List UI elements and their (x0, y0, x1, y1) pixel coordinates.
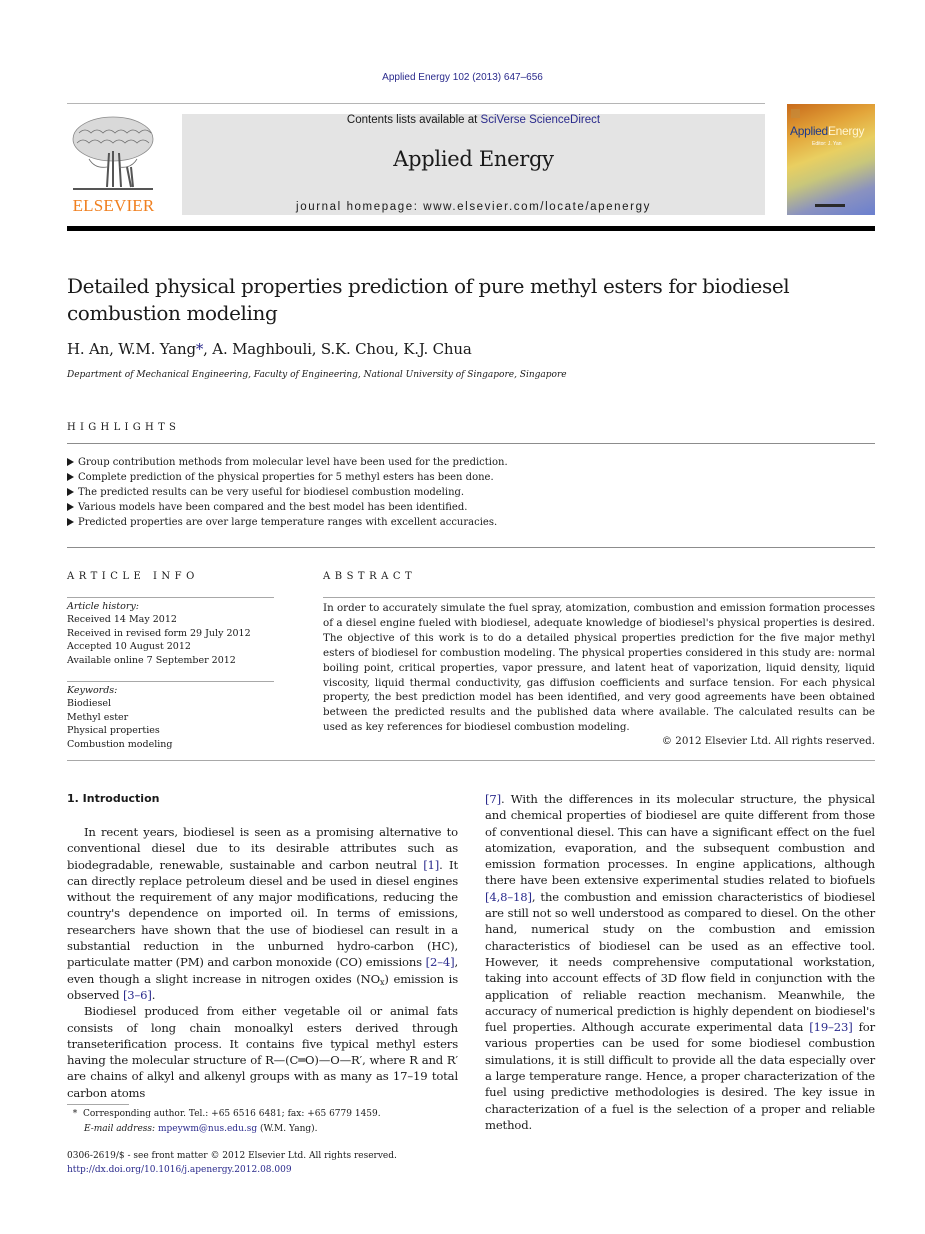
highlight-item (67, 515, 508, 530)
journal-homepage-link[interactable]: journal homepage: www.elsevier.com/locate/apenergy (296, 201, 651, 213)
highlights-divider-bottom (67, 547, 875, 548)
keyword: Biodiesel (67, 698, 112, 710)
highlight-text: Predicted properties are over large temperature ranges with excellent accuracies. (78, 517, 498, 528)
bullet-triangle-icon (67, 458, 74, 466)
article-info-heading: ARTICLE INFO (67, 571, 199, 582)
text-run: In recent years, biodiesel is seen as a promising alternative to conventional diesel due to its desirable attributes such as biodegradable, renewable, sustainable and carbon neutral (67, 825, 458, 872)
front-matter (67, 1150, 397, 1177)
citation-link[interactable]: [1] (423, 857, 440, 872)
abstract-divider (323, 597, 875, 598)
text-run: , even though a slight increase in nitrogen oxides (NO (67, 955, 458, 986)
subscript: x (380, 977, 385, 987)
citation-link[interactable]: [3–6] (122, 987, 152, 1002)
highlights-divider-top (67, 443, 875, 444)
text-run: , the combustion and emission characteristics of biodiesel are still not so well understood as compared to diesel. On the other hand, numerical study on the combustion and emission characteristics of biodiesel can be used as an effective tool. However, it needs comprehensive computational workstation, taking into account effects of 3D flow field in conjunction with the application of reliable reaction mechanism. Meanwhile, the accuracy of numerical prediction is highly dependent on biodiesel's fuel properties. Although accurate experimental data (485, 889, 875, 1035)
section-heading-introduction: 1. Introduction (67, 792, 160, 805)
cover-publisher-bar (815, 204, 845, 207)
abstract-copyright: © 2012 Elsevier Ltd. All rights reserved. (661, 735, 875, 747)
highlights-list (67, 455, 508, 530)
header-thick-divider (67, 226, 875, 231)
body-column-left (67, 824, 458, 1101)
paper-title: Detailed physical properties prediction of pure methyl esters for biodiesel combustion modeling (67, 274, 790, 325)
history-revised: Received in revised form 29 July 2012 (67, 627, 251, 639)
highlight-item (67, 500, 508, 515)
text-run: for various properties can be used for some biodiesel combustion simulations, it is still difficult to provide all the data especially over a large temperature range. Hence, a proper characterization of the fuel using predictive methodologies is desired. The key issue in characterization of a fuel is the selection of a proper and reliable method. (485, 1020, 875, 1132)
cover-title-part2: Energy (827, 124, 865, 138)
keywords (67, 684, 173, 751)
highlight-item (67, 470, 508, 485)
abstract-text: In order to accurately simulate the fuel spray, atomization, combustion and emission formation processes of a diesel engine fueled with biodiesel, adequate knowledge of biodiesel's physical properties is desired. The objective of this work is to do a detailed physical properties prediction for the five major methyl esters of biodiesel for combustion modeling. The physical properties considered in this study are: normal boiling point, critical properties, vapor pressure, and latent heat of vaporization, liquid density, liquid viscosity, liquid thermal conductivity, gas diffusion coefficients and surface tension. For each physical property, the best prediction model has been identified, and very good agreements have been obtained between the predicted results and the published data where available. The calculated results can be used as key references for biodiesel combustion modeling. (323, 602, 875, 734)
article-history (67, 600, 251, 667)
intro-paragraph-2-start (67, 1003, 458, 1101)
corresponding-text: Corresponding author. Tel.: +65 6516 6481; fax: +65 6779 1459. (82, 1109, 381, 1119)
keyword: Physical properties (67, 725, 160, 737)
corresponding-author-link[interactable]: * (195, 340, 204, 358)
email-link[interactable]: mpeywm@nus.edu.sg (157, 1123, 258, 1134)
keywords-divider (67, 681, 274, 682)
authors-first: H. An, W.M. Yang (67, 340, 196, 358)
header-divider (67, 103, 765, 104)
front-matter-divider (67, 760, 875, 761)
bullet-triangle-icon (67, 518, 74, 526)
authors-rest: , A. Maghbouli, S.K. Chou, K.J. Chua (203, 340, 472, 358)
text-run: ) emission is observed (67, 971, 459, 1002)
contents-available-line (182, 114, 765, 126)
article-history-label: Article history: (67, 601, 139, 612)
citation-link[interactable]: [4,8–18] (485, 889, 532, 904)
elsevier-wordmark: ELSEVIER (72, 196, 155, 215)
article-info-divider (67, 597, 274, 598)
cover-elsevier-icon (791, 109, 800, 118)
cover-editor: Editor: J. Yan (812, 141, 842, 147)
highlight-item (67, 485, 508, 500)
text-run: . It can directly replace petroleum diesel and be used in diesel engines without the requirement of any major modifications, reducing the country's dependence on imported oil. In terms of emissions, researchers have shown that the use of biodiesel can result in a substantial reduction in the unburned hydro-carbon (HC), particulate matter (PM) and carbon monoxide (CO) emissions (67, 857, 458, 970)
text-run: . With the differences in its molecular structure, the physical and chemical properties of biodiesel are quite different from those of conventional diesel. This can have a significant effect on the fuel atomization, evaporation, and the subsequent combustion and emission formation processes. In engine applications, although there have been extensive experimental studies related to biofuels (485, 792, 875, 888)
highlight-text: Group contribution methods from molecular level have been used for the prediction. (78, 457, 508, 468)
history-received: Received 14 May 2012 (67, 614, 177, 626)
doi-link[interactable]: http://dx.doi.org/10.1016/j.apenergy.2012.08.009 (67, 1164, 292, 1175)
affiliation: Department of Mechanical Engineering, Faculty of Engineering, National University of Singapore, Singapore (67, 370, 567, 380)
keyword: Methyl ester (67, 711, 129, 723)
history-accepted: Accepted 10 August 2012 (67, 641, 191, 653)
intro-paragraph-2-continued (485, 791, 875, 1133)
footnote-mark: * (72, 1109, 78, 1119)
highlight-text: Complete prediction of the physical properties for 5 methyl esters has been done. (78, 472, 494, 483)
text-run: . (151, 987, 156, 1002)
journal-citation-link[interactable]: Applied Energy 102 (2013) 647–656 (382, 72, 543, 83)
footnote (67, 1107, 381, 1136)
contents-prefix: Contents lists available at (346, 114, 481, 126)
keywords-label: Keywords: (67, 685, 118, 696)
highlights-heading: HIGHLIGHTS (67, 422, 181, 433)
highlight-text: Various models have been compared and the best model has been identified. (78, 502, 468, 513)
highlight-item (67, 455, 508, 470)
cover-title (790, 124, 864, 138)
highlight-text: The predicted results can be very useful for biodiesel combustion modeling. (78, 487, 465, 498)
journal-banner (182, 114, 765, 215)
cover-title-part1: Applied (790, 124, 828, 138)
history-online: Available online 7 September 2012 (67, 654, 236, 666)
sciencedirect-link[interactable]: SciVerse ScienceDirect (480, 114, 601, 126)
keyword: Combustion modeling (67, 738, 173, 750)
body-column-right (485, 791, 875, 1133)
journal-cover-image[interactable] (787, 104, 875, 215)
bullet-triangle-icon (67, 503, 74, 511)
citation-link[interactable]: [7] (485, 792, 501, 806)
journal-title: Applied Energy (393, 147, 554, 171)
text-run: Biodiesel produced from either vegetable oil or animal fats consists of long chain monoalkyl esters derived through transeterification process. It contains five typical methyl esters having the molecular structure of R—(C═O)—O—R′, where R and R′ are chains of alkyl and alkenyl groups with as many as 17–19 total carbon atoms (67, 1004, 458, 1100)
citation-link[interactable]: [19–23] (809, 1020, 853, 1035)
bullet-triangle-icon (67, 473, 74, 481)
intro-paragraph-1 (67, 824, 458, 1003)
email-line (67, 1122, 381, 1137)
abstract-heading: ABSTRACT (323, 571, 417, 582)
elsevier-tree-icon (69, 113, 157, 195)
author-list (67, 340, 472, 358)
email-label: E-mail address: (84, 1123, 156, 1134)
email-suffix: (W.M. Yang). (257, 1123, 318, 1134)
bullet-triangle-icon (67, 488, 74, 496)
citation-link[interactable]: [2–4] (425, 955, 455, 970)
footnote-divider (67, 1104, 129, 1105)
corresponding-author-note (67, 1107, 381, 1122)
elsevier-logo[interactable] (67, 113, 160, 216)
issn-line: 0306-2619/$ - see front matter © 2012 Elsevier Ltd. All rights reserved. (67, 1151, 397, 1161)
